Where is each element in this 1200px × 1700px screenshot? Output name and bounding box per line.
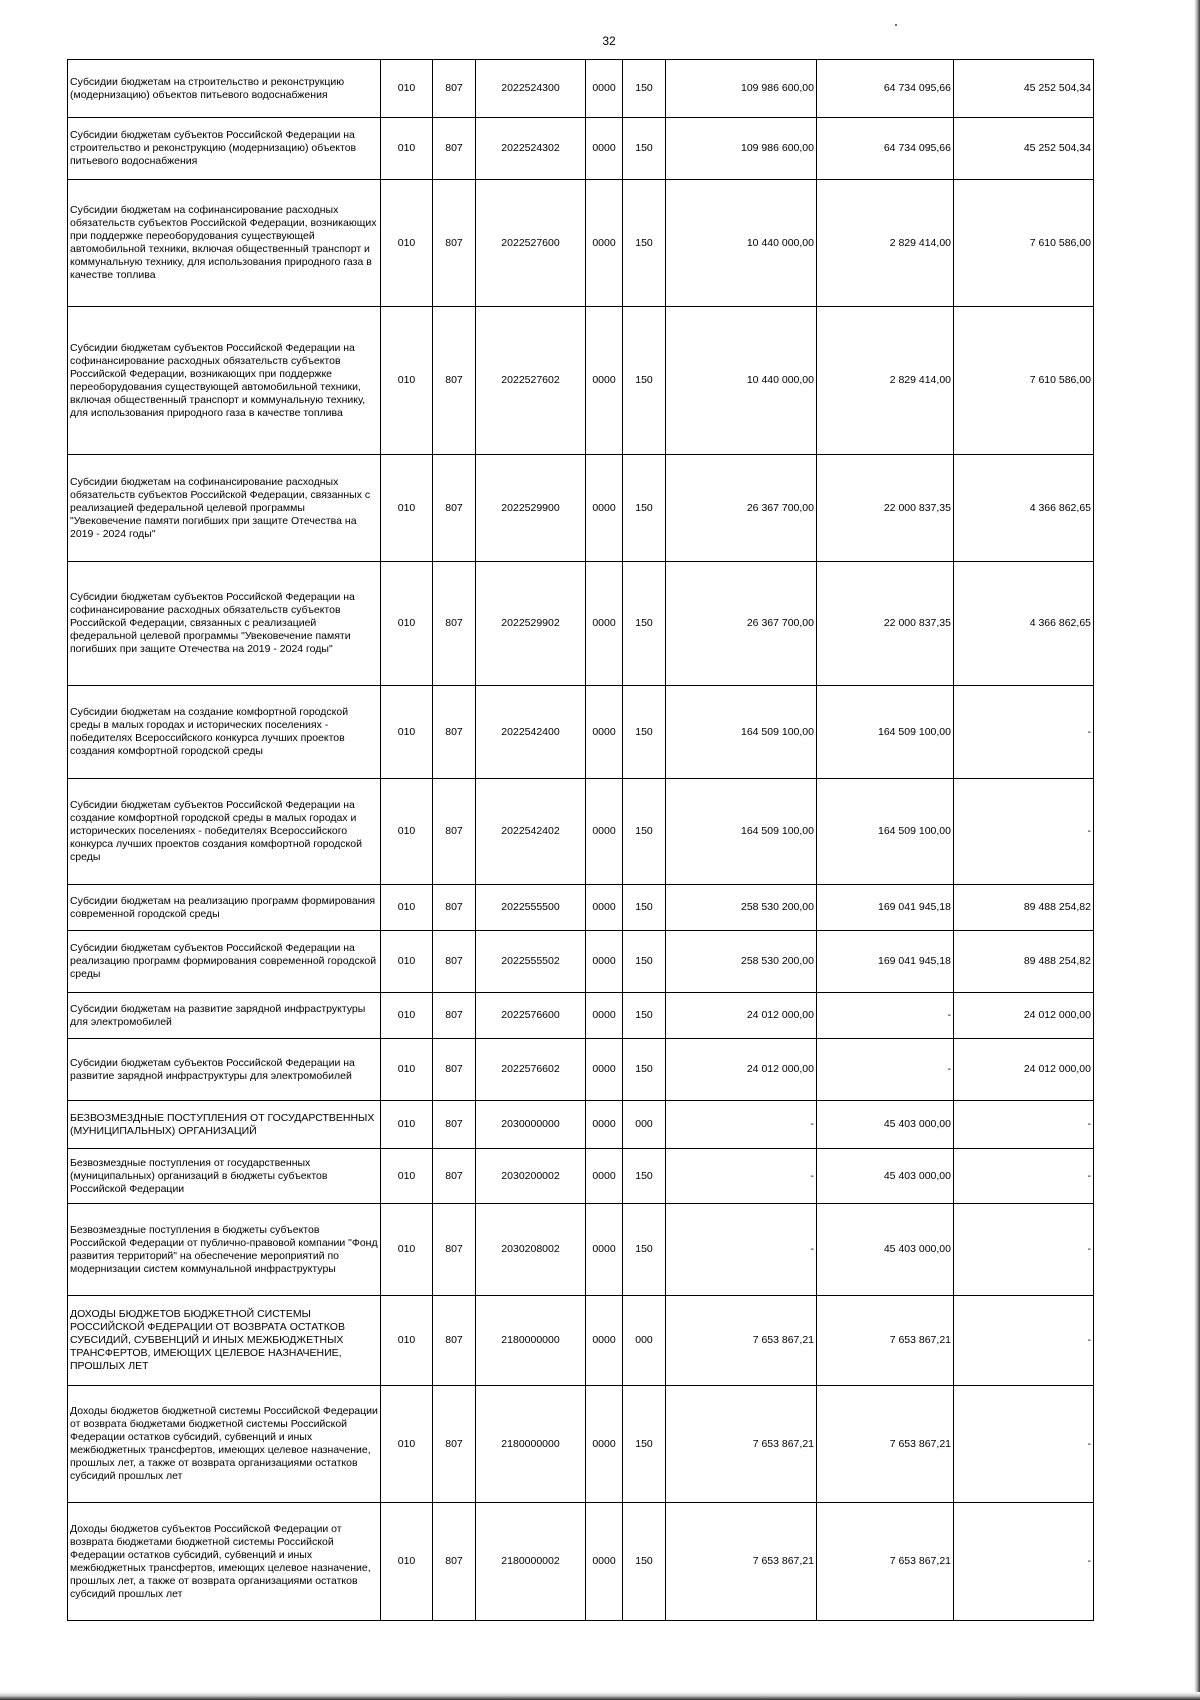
row-admin-code: 010 [381,1296,433,1386]
row-name: Доходы бюджетов бюджетной системы Российской Федерации от возврата бюджетами бюджетной системы Российской Федерации остатков субсидий, субвенций и иных межбюджетных трансфертов, имеющих целевое назначение, прошлых лет, а также от возврата организациями остатков субсидий прошлых лет [68,1386,381,1503]
row-executed: 164 509 100,00 [817,686,954,779]
row-name: ДОХОДЫ БЮДЖЕТОВ БЮДЖЕТНОЙ СИСТЕМЫ РОССИЙСКОЙ ФЕДЕРАЦИИ ОТ ВОЗВРАТА ОСТАТКОВ СУБСИДИЙ, СУБВЕНЦИЙ И ИНЫХ МЕЖБЮДЖЕТНЫХ ТРАНСФЕРТОВ, ИМЕЮЩИХ ЦЕЛЕВОЕ НАЗНАЧЕНИЕ, ПРОШЛЫХ ЛЕТ [68,1296,381,1386]
row-program-code: 0000 [586,1386,623,1503]
row-kosgu-code: 150 [623,686,666,779]
row-chapter-code: 807 [433,1149,476,1204]
row-unexecuted: - [954,1204,1094,1296]
row-name: Доходы бюджетов субъектов Российской Федерации от возврата бюджетами бюджетной системы Российской Федерации остатков субсидий, субвенций и иных межбюджетных трансфертов, имеющих целевое назначение, прошлых лет, а также от возврата организациями остатков субсидий прошлых лет [68,1503,381,1621]
row-approved: - [666,1204,817,1296]
table-row [68,455,1094,562]
row-unexecuted: 89 488 254,82 [954,885,1094,931]
scan-speck [895,24,897,26]
row-unexecuted: 7 610 586,00 [954,180,1094,307]
row-chapter-code: 807 [433,686,476,779]
row-chapter-code: 807 [433,562,476,686]
row-program-code: 0000 [586,60,623,118]
row-name: Субсидии бюджетам на строительство и реконструкцию (модернизацию) объектов питьевого водоснабжения [68,60,381,118]
row-budget-code: 2022542400 [476,686,586,779]
row-name: Субсидии бюджетам субъектов Российской Федерации на софинансирование расходных обязательств субъектов Российской Федерации, возникающих при поддержке переоборудования существующей автомобильной техники, включая общественный транспорт и коммунальную технику, для использования природного газа в качестве топлива [68,307,381,455]
row-unexecuted: 45 252 504,34 [954,60,1094,118]
row-unexecuted: - [954,779,1094,885]
row-budget-code: 2022529900 [476,455,586,562]
table-row [68,562,1094,686]
row-executed: 45 403 000,00 [817,1149,954,1204]
row-unexecuted: - [954,686,1094,779]
row-admin-code: 010 [381,686,433,779]
scan-edge-right [1194,0,1200,1700]
row-program-code: 0000 [586,1039,623,1101]
table-row [68,118,1094,180]
row-program-code: 0000 [586,307,623,455]
row-approved: 258 530 200,00 [666,885,817,931]
row-program-code: 0000 [586,1101,623,1149]
row-unexecuted: 24 012 000,00 [954,993,1094,1039]
row-admin-code: 010 [381,1101,433,1149]
row-admin-code: 010 [381,1386,433,1503]
row-budget-code: 2022542402 [476,779,586,885]
row-unexecuted: - [954,1101,1094,1149]
row-unexecuted: - [954,1296,1094,1386]
row-budget-code: 2022527602 [476,307,586,455]
row-executed: 64 734 095,66 [817,118,954,180]
row-approved: 10 440 000,00 [666,307,817,455]
row-executed: 7 653 867,21 [817,1296,954,1386]
row-admin-code: 010 [381,885,433,931]
row-name: Субсидии бюджетам на создание комфортной городской среды в малых городах и исторических поселениях - победителях Всероссийского конкурса лучших проектов создания комфортной городской среды [68,686,381,779]
row-chapter-code: 807 [433,1386,476,1503]
row-kosgu-code: 150 [623,180,666,307]
row-approved: 10 440 000,00 [666,180,817,307]
table-row [68,1296,1094,1386]
row-name: Субсидии бюджетам субъектов Российской Федерации на строительство и реконструкцию (модернизацию) объектов питьевого водоснабжения [68,118,381,180]
row-chapter-code: 807 [433,455,476,562]
row-program-code: 0000 [586,1149,623,1204]
row-approved: 109 986 600,00 [666,118,817,180]
row-budget-code: 2030200002 [476,1149,586,1204]
row-budget-code: 2022529902 [476,562,586,686]
row-unexecuted: 4 366 862,65 [954,562,1094,686]
row-executed: 64 734 095,66 [817,60,954,118]
row-kosgu-code: 150 [623,1149,666,1204]
row-chapter-code: 807 [433,993,476,1039]
row-admin-code: 010 [381,562,433,686]
row-executed: 164 509 100,00 [817,779,954,885]
row-kosgu-code: 000 [623,1101,666,1149]
row-kosgu-code: 150 [623,1386,666,1503]
row-unexecuted: 45 252 504,34 [954,118,1094,180]
row-budget-code: 2180000000 [476,1296,586,1386]
row-executed: 7 653 867,21 [817,1503,954,1621]
row-name: Безвозмездные поступления от государственных (муниципальных) организаций в бюджеты субъектов Российской Федерации [68,1149,381,1204]
row-chapter-code: 807 [433,1039,476,1101]
row-executed: 22 000 837,35 [817,562,954,686]
row-executed: 45 403 000,00 [817,1101,954,1149]
table-row [68,1204,1094,1296]
row-name: Субсидии бюджетам субъектов Российской Федерации на реализацию программ формирования современной городской среды [68,931,381,993]
row-program-code: 0000 [586,562,623,686]
row-executed: - [817,1039,954,1101]
row-budget-code: 2030000000 [476,1101,586,1149]
row-executed: 169 041 945,18 [817,931,954,993]
table-row [68,1039,1094,1101]
table-row [68,885,1094,931]
table-row [68,1503,1094,1621]
row-chapter-code: 807 [433,118,476,180]
row-unexecuted: - [954,1386,1094,1503]
table-row [68,1386,1094,1503]
row-budget-code: 2180000000 [476,1386,586,1503]
row-kosgu-code: 150 [623,1503,666,1621]
row-admin-code: 010 [381,779,433,885]
row-executed: 169 041 945,18 [817,885,954,931]
row-name: Субсидии бюджетам на реализацию программ формирования современной городской среды [68,885,381,931]
row-program-code: 0000 [586,779,623,885]
table-row [68,60,1094,118]
row-executed: 2 829 414,00 [817,180,954,307]
row-chapter-code: 807 [433,779,476,885]
row-program-code: 0000 [586,1296,623,1386]
row-approved: 164 509 100,00 [666,686,817,779]
row-approved: 24 012 000,00 [666,1039,817,1101]
row-program-code: 0000 [586,993,623,1039]
row-program-code: 0000 [586,118,623,180]
row-chapter-code: 807 [433,1101,476,1149]
row-executed: - [817,993,954,1039]
budget-revenue-table [67,59,1094,1621]
table-row [68,686,1094,779]
row-approved: 7 653 867,21 [666,1386,817,1503]
row-name: Безвозмездные поступления в бюджеты субъектов Российской Федерации от публично-правовой компании "Фонд развития территорий" на обеспечение мероприятий по модернизации систем коммунальной инфраструктуры [68,1204,381,1296]
row-kosgu-code: 150 [623,455,666,562]
row-kosgu-code: 150 [623,779,666,885]
row-program-code: 0000 [586,931,623,993]
row-executed: 45 403 000,00 [817,1204,954,1296]
row-approved: 7 653 867,21 [666,1503,817,1621]
row-budget-code: 2022576600 [476,993,586,1039]
row-program-code: 0000 [586,1503,623,1621]
row-kosgu-code: 150 [623,1204,666,1296]
page-number: 32 [602,34,616,48]
row-kosgu-code: 150 [623,885,666,931]
row-kosgu-code: 000 [623,1296,666,1386]
row-kosgu-code: 150 [623,60,666,118]
row-chapter-code: 807 [433,1204,476,1296]
table-row [68,307,1094,455]
row-admin-code: 010 [381,1503,433,1621]
row-program-code: 0000 [586,180,623,307]
row-budget-code: 2022527600 [476,180,586,307]
row-name: Субсидии бюджетам субъектов Российской Федерации на развитие зарядной инфраструктуры для электромобилей [68,1039,381,1101]
row-executed: 22 000 837,35 [817,455,954,562]
row-admin-code: 010 [381,180,433,307]
row-approved: 258 530 200,00 [666,931,817,993]
row-executed: 7 653 867,21 [817,1386,954,1503]
row-executed: 2 829 414,00 [817,307,954,455]
row-approved: 24 012 000,00 [666,993,817,1039]
row-admin-code: 010 [381,60,433,118]
row-admin-code: 010 [381,118,433,180]
row-budget-code: 2022555502 [476,931,586,993]
row-unexecuted: - [954,1149,1094,1204]
table-row [68,1149,1094,1204]
row-chapter-code: 807 [433,180,476,307]
row-kosgu-code: 150 [623,562,666,686]
table-row [68,1101,1094,1149]
row-budget-code: 2022524300 [476,60,586,118]
row-budget-code: 2022576602 [476,1039,586,1101]
row-approved: - [666,1149,817,1204]
row-kosgu-code: 150 [623,993,666,1039]
row-approved: 109 986 600,00 [666,60,817,118]
row-unexecuted: 89 488 254,82 [954,931,1094,993]
row-kosgu-code: 150 [623,1039,666,1101]
scan-edge-bottom [0,1692,1200,1700]
row-name: БЕЗВОЗМЕЗДНЫЕ ПОСТУПЛЕНИЯ ОТ ГОСУДАРСТВЕННЫХ (МУНИЦИПАЛЬНЫХ) ОРГАНИЗАЦИЙ [68,1101,381,1149]
row-admin-code: 010 [381,1204,433,1296]
row-chapter-code: 807 [433,1503,476,1621]
table-body [68,60,1094,1621]
row-unexecuted: - [954,1503,1094,1621]
row-program-code: 0000 [586,1204,623,1296]
table-row [68,993,1094,1039]
row-name: Субсидии бюджетам на софинансирование расходных обязательств субъектов Российской Федерации, связанных с реализацией федеральной целевой программы "Увековечение памяти погибших при защите Отечества на 2019 - 2024 годы" [68,455,381,562]
row-budget-code: 2022524302 [476,118,586,180]
row-program-code: 0000 [586,455,623,562]
row-name: Субсидии бюджетам на софинансирование расходных обязательств субъектов Российской Федерации, возникающих при поддержке переоборудования существующей автомобильной техники, включая общественный транспорт и коммунальную технику, для использования природного газа в качестве топлива [68,180,381,307]
row-chapter-code: 807 [433,307,476,455]
row-kosgu-code: 150 [623,118,666,180]
row-kosgu-code: 150 [623,307,666,455]
row-budget-code: 2180000002 [476,1503,586,1621]
row-program-code: 0000 [586,885,623,931]
row-unexecuted: 24 012 000,00 [954,1039,1094,1101]
row-approved: - [666,1101,817,1149]
table-row [68,931,1094,993]
row-approved: 7 653 867,21 [666,1296,817,1386]
row-name: Субсидии бюджетам на развитие зарядной инфраструктуры для электромобилей [68,993,381,1039]
row-admin-code: 010 [381,1039,433,1101]
row-chapter-code: 807 [433,885,476,931]
row-unexecuted: 7 610 586,00 [954,307,1094,455]
row-admin-code: 010 [381,1149,433,1204]
row-kosgu-code: 150 [623,931,666,993]
row-budget-code: 2030208002 [476,1204,586,1296]
row-unexecuted: 4 366 862,65 [954,455,1094,562]
row-admin-code: 010 [381,307,433,455]
row-chapter-code: 807 [433,60,476,118]
row-program-code: 0000 [586,686,623,779]
row-admin-code: 010 [381,931,433,993]
table-row [68,180,1094,307]
row-admin-code: 010 [381,993,433,1039]
row-budget-code: 2022555500 [476,885,586,931]
row-approved: 26 367 700,00 [666,455,817,562]
row-approved: 164 509 100,00 [666,779,817,885]
row-admin-code: 010 [381,455,433,562]
row-chapter-code: 807 [433,931,476,993]
table-row [68,779,1094,885]
row-approved: 26 367 700,00 [666,562,817,686]
row-name: Субсидии бюджетам субъектов Российской Федерации на создание комфортной городской среды в малых городах и исторических поселениях - победителях Всероссийского конкурса лучших проектов создания комфортной городской среды [68,779,381,885]
row-name: Субсидии бюджетам субъектов Российской Федерации на софинансирование расходных обязательств субъектов Российской Федерации, связанных с реализацией федеральной целевой программы "Увековечение памяти погибших при защите Отечества на 2019 - 2024 годы" [68,562,381,686]
row-chapter-code: 807 [433,1296,476,1386]
